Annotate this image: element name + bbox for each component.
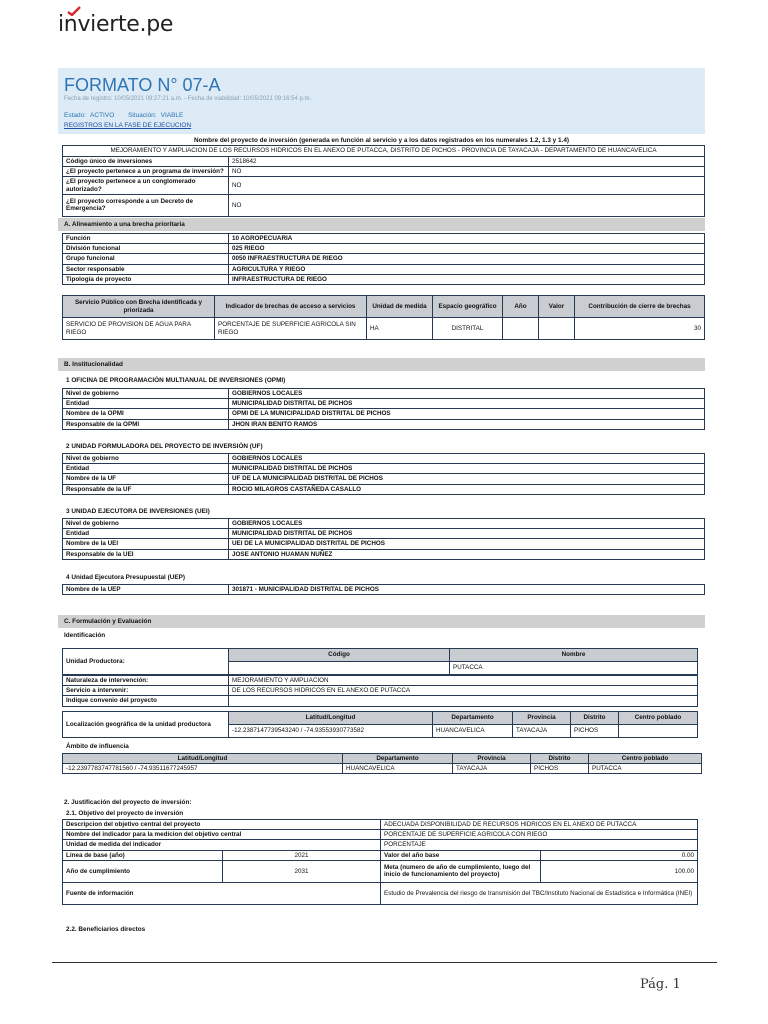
row-label: Responsable de la OPMI [63,419,229,429]
ambito-header: Distrito [531,754,589,764]
up-nombre: PUTACCA [450,662,698,675]
brecha-cell: HA [367,318,433,340]
logo-text: invierte.pe [58,12,174,37]
row-value: AGRICULTURA Y RIEGO [229,264,705,274]
ambito-title: Ámbito de influencia [66,743,129,750]
row-label: Función [63,234,229,244]
row-label: ¿El proyecto corresponde a un Decreto de Emergencia? [63,194,229,216]
brecha-header: Contribución de cierre de brechas [575,296,705,318]
status-line [64,112,187,119]
row-value: MUNICIPALIDAD DISTRITAL DE PICHOS [229,529,705,539]
row-label: Entidad [63,399,229,409]
row-label: Código único de inversiones [63,157,229,167]
beneficiarios-title: 2.2. Beneficiarios directos [66,926,146,933]
row-value: JOSE ANTONIO HUAMAN NUÑEZ [229,549,705,559]
brecha-header: Indicador de brechas de acceso a servicios [215,296,367,318]
loc-header: Departamento [433,712,513,725]
row-label: ¿El proyecto pertenece a un conglomerado autorizado? [63,177,229,194]
fuente-label: Fuente de información [63,882,381,904]
row-value: MUNICIPALIDAD DISTRITAL DE PICHOS [229,464,705,474]
loc-header: Centro poblado [619,712,698,725]
situacion-label: Situación: [128,112,157,119]
row-value: INFRAESTRUCTURA DE RIEGO [229,274,705,284]
opmi-title: 1 OFICINA DE PROGRAMACIÓN MULTIANUAL DE INVERSIONES (OPMI) [66,377,286,384]
uei-table [62,518,705,560]
valor-base-value: 0.00 [541,850,698,860]
unidad-productora-table [62,648,698,675]
row-label: División funcional [63,244,229,254]
estado-label: Estado: [64,112,87,119]
invierte-logo [58,12,173,46]
logo-check-icon [67,6,81,16]
nombre-header: Nombre [450,649,698,662]
row-value: 301871 - MUNICIPALIDAD DISTRITAL DE PICHOS [229,585,705,595]
uep-table [62,584,705,595]
section-b-title: B. Institucionalidad [58,358,705,371]
identificacion-title: Identificación [64,632,106,639]
row-label: Nombre de la OPMI [63,409,229,419]
codigo-header: Código [229,649,450,662]
loc-header: Provincia [513,712,571,725]
row-value: MEJORAMIENTO Y AMPLIACION [229,676,698,686]
uf-table [62,453,705,495]
row-label: Nombre del indicador para la medicion del objetivo central [63,830,381,840]
loc-header: Distrito [571,712,619,725]
row-value: GOBIERNOS LOCALES [229,519,705,529]
row-label: Nombre de la UEI [63,539,229,549]
objetivo-subtitle: 2.1. Objetivo del proyecto de inversión [66,810,184,817]
row-label: Nombre de la UF [63,474,229,484]
row-value: PORCENTAJE DE SUPERFICIE AGRICOLA CON RIEGO [381,830,698,840]
opmi-table [62,388,705,430]
row-label: Entidad [63,529,229,539]
intervencion-table [62,675,698,707]
loc-cell: TAYACAJA [513,725,571,738]
project-caption: Nombre del proyecto de inversión (generada en función al servicio y a los datos registrados en los numerales 1.2, 1.3 y 1.4) [193,137,570,144]
ambito-header: Departamento [343,754,453,764]
row-label: Nombre de la UEP [63,585,229,595]
ambito-header: Provincia [453,754,531,764]
row-label: Responsable de la UEI [63,549,229,559]
linea-base-label: Línea de base (año) [63,850,223,860]
fuente-value: Estudio de Prevalencia del riesgo de transmisión del TBC/Instituto Nacional de Estadística e Informática (INEI) [381,882,698,904]
row-label: Servicio a intervenir: [63,686,229,696]
objetivo-table [62,819,698,905]
row-value [229,696,698,706]
localizacion-table [62,711,698,738]
row-label: Indique convenio del proyecto [63,696,229,706]
row-label: Nivel de gobierno [63,519,229,529]
row-value: ROCIO MILAGROS CASTAÑEDA CASALLO [229,484,705,494]
footer-divider [52,962,717,963]
row-value: GOBIERNOS LOCALES [229,389,705,399]
brecha-cell: DISTRITAL [433,318,503,340]
brecha-cell: PORCENTAJE DE SUPERFICIE AGRICOLA SIN RIEGO [215,318,367,340]
brecha-header: Espacio geográfico [433,296,503,318]
ambito-cell: -12.2397783747781560 / -74.93511677245957 [63,764,343,774]
row-label: ¿El proyecto pertenece a un programa de inversión? [63,167,229,177]
project-name: MEJORAMIENTO Y AMPLIACION DE LOS RECURSOS HIDRICOS EN EL ANEXO DE PUTACCA, DISTRITO DE PICHOS - PROVINCIA DE TAYACAJA - DEPARTAMENTO DE HUANCAVELICA [63,146,705,157]
ambito-cell: HUANCAVELICA [343,764,453,774]
row-value: ADECUADA DISPONIBILIDAD DE RECURSOS HIDRICOS EN EL ANEXO DE PUTACCA [381,820,698,830]
row-value: MUNICIPALIDAD DISTRITAL DE PICHOS [229,399,705,409]
uf-title: 2 UNIDAD FORMULADORA DEL PROYECTO DE INVERSIÓN (UF) [66,443,263,450]
row-value: UF DE LA MUNICIPALIDAD DISTRITAL DE PICHOS [229,474,705,484]
row-value: 10 AGROPECUARIA [229,234,705,244]
page-title: FORMATO N° 07-A [64,75,221,95]
row-value: JHON IRAN BENITO RAMOS [229,419,705,429]
row-label: Nivel de gobierno [63,454,229,464]
uep-title: 4 Unidad Ejecutora Presupuestal (UEP) [66,574,185,581]
row-value: NO [229,177,705,194]
unidad-productora-label: Unidad Productora: [63,649,229,675]
loc-cell: -12.2387147739543240 / -74.93553930773582 [229,725,433,738]
justificacion-title: 2. Justificación del proyecto de inversión: [64,799,192,806]
loc-cell: HUANCAVELICA [433,725,513,738]
brecha-cell [503,318,539,340]
valor-base-label: Valor del año base [381,850,541,860]
ambito-cell: PICHOS [531,764,589,774]
meta-label: Meta (numero de año de cumplimiento, luego del inicio de funcionamiento del proyecto) [381,860,541,882]
row-value: 025 RIEGO [229,244,705,254]
situacion-value: VIABLE [160,112,184,119]
registros-link[interactable]: REGISTROS EN LA FASE DE EJECUCION [64,122,192,129]
row-label: Responsable de la UF [63,484,229,494]
registration-dates: Fecha de registro: 10/05/2021 09:27:21 a.m. - Fecha de viabilidad: 10/05/2021 09:16:54 p.m. [64,96,312,102]
row-label: Sector responsable [63,264,229,274]
row-value: OPMI DE LA MUNICIPALIDAD DISTRITAL DE PICHOS [229,409,705,419]
anio-cumplimiento-label: Año de cumplimiento [63,860,223,882]
up-codigo [229,662,450,675]
loc-cell [619,725,698,738]
row-value: NO [229,167,705,177]
section-a-table [62,233,705,285]
row-label: Entidad [63,464,229,474]
anio-cumplimiento-value: 2031 [223,860,381,882]
loc-cell: PICHOS [571,725,619,738]
row-label: Descripcion del objetivo central del proyecto [63,820,381,830]
page-number: Pág. 1 [640,977,681,992]
row-value: GOBIERNOS LOCALES [229,454,705,464]
localizacion-label: Localización geográfica de la unidad productora [63,712,229,738]
uei-title: 3 UNIDAD EJECUTORA DE INVERSIONES (UEI) [66,508,210,515]
ambito-header: Centro poblado [589,754,702,764]
brecha-cell [539,318,575,340]
brecha-header: Servicio Público con Brecha identificada y priorizada [63,296,215,318]
row-value: 0050 INFRAESTRUCTURA DE RIEGO [229,254,705,264]
brecha-table [62,295,705,340]
brecha-header: Unidad de medida [367,296,433,318]
loc-header: Latitud/Longitud [229,712,433,725]
row-value: DE LOS RECURSOS HIDRICOS EN EL ANEXO DE PUTACCA [229,686,698,696]
estado-value: ACTIVO [90,112,115,119]
ambito-table [62,753,702,774]
meta-value: 100.00 [541,860,698,882]
row-value: NO [229,194,705,216]
row-value: 2518642 [229,157,705,167]
linea-base-year: 2021 [223,850,381,860]
row-value: UEI DE LA MUNICIPALIDAD DISTRITAL DE PICHOS [229,539,705,549]
row-label: Unidad de medida del indicador [63,840,381,850]
row-label: Tipología de proyecto [63,274,229,284]
section-c-title: C. Formulación y Evaluación [58,615,705,628]
section-a-title: A. Alineamiento a una brecha prioritaria [58,218,705,231]
ambito-header: Latitud/Longitud [63,754,343,764]
ambito-cell: TAYACAJA [453,764,531,774]
ambito-cell: PUTACCA [589,764,702,774]
brecha-header: Valor [539,296,575,318]
brecha-cell: SERVICIO DE PROVISION DE AGUA PARA RIEGO [63,318,215,340]
project-table [62,145,705,217]
row-label: Grupo funcional [63,254,229,264]
brecha-cell: 30 [575,318,705,340]
brecha-header: Año [503,296,539,318]
row-label: Nivel de gobierno [63,389,229,399]
row-label: Naturaleza de intervención: [63,676,229,686]
row-value: PORCENTAJE [381,840,698,850]
